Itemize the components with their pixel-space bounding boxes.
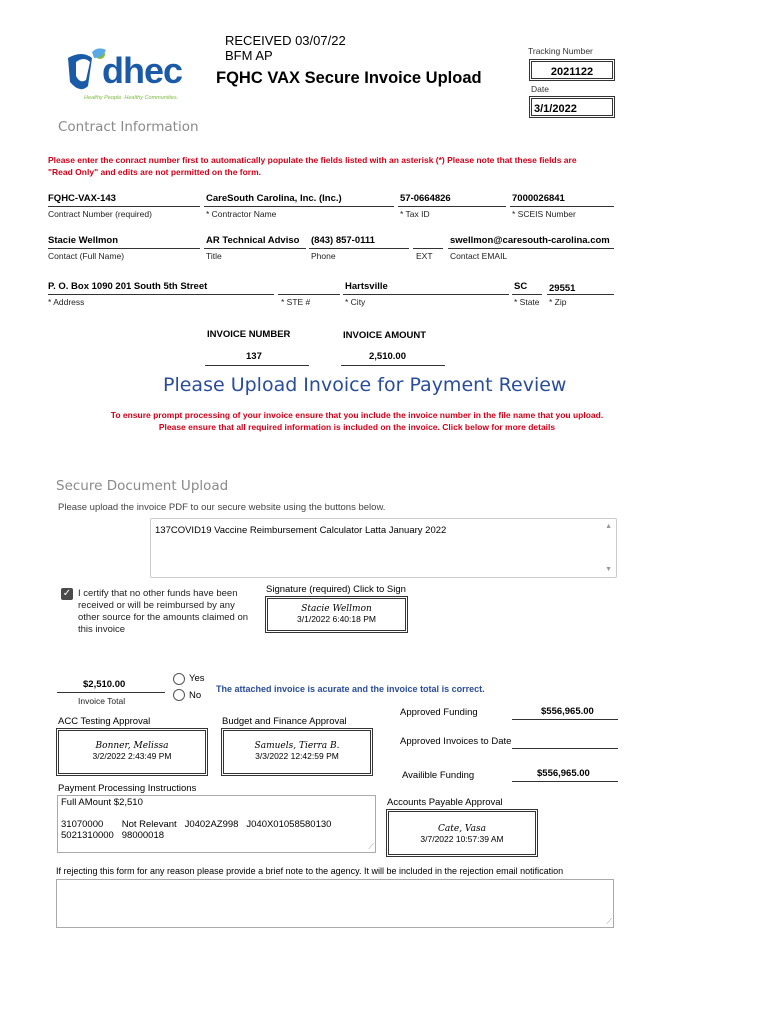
rejection-label: If rejecting this form for any reason please provide a brief note to the agency. It will be included in the rejection email notification (56, 866, 564, 876)
radio-yes-label: Yes (189, 673, 205, 684)
accounts-payable-label: Accounts Payable Approval (387, 797, 503, 808)
contract-number-value: FQHC-VAX-143 (48, 193, 116, 204)
rejection-note-field[interactable] (56, 879, 614, 928)
contact-name-label: Contact (Full Name) (48, 251, 125, 261)
upload-notice-line-1: To ensure prompt processing of your invoice ensure that you include the invoice number in the file name that you upload. (110, 410, 604, 420)
signature-name: Stacie Wellmon (301, 604, 372, 614)
signature-timestamp: 3/1/2022 6:40:18 PM (297, 614, 376, 624)
scroll-up-icon[interactable]: ▲ (605, 523, 612, 530)
budget-approval-time: 3/3/2022 12:42:59 PM (255, 751, 339, 761)
phone-label: Phone (311, 251, 336, 261)
acc-approval-label: ACC Testing Approval (58, 716, 151, 727)
address-label: * Address (48, 297, 85, 307)
radio-yes[interactable] (173, 673, 185, 685)
contractor-name-label: * Contractor Name (206, 209, 277, 219)
file-upload-field[interactable] (150, 518, 617, 578)
received-line-2: BFM AP (225, 48, 273, 63)
acc-approval-signature[interactable] (56, 728, 208, 776)
invoice-amount-value[interactable]: 2,510.00 (369, 351, 406, 362)
certify-text: I certify that no other funds have been received or will be reimbursed by any other source for the amounts claimed on this invoice (78, 588, 249, 635)
certify-checkbox[interactable] (61, 588, 73, 600)
contract-number-label: Contract Number (required) (48, 209, 152, 219)
ste-label: * STE # (281, 297, 311, 307)
payment-instructions-label: Payment Processing Instructions (58, 783, 197, 794)
payment-line-2: 31070000 Not Relevant J0402AZ998 J040X01058580130 (61, 819, 332, 830)
contract-section-title: Contract Information (58, 119, 199, 135)
invoice-number-label: INVOICE NUMBER (207, 329, 291, 340)
acc-approver-name: Bonner, Melissa (95, 741, 169, 751)
radio-no-label: No (189, 690, 202, 701)
address-value: P. O. Box 1090 201 South 5th Street (48, 281, 208, 292)
upload-instruction: Please upload the invoice PDF to our secure website using the buttons below. (58, 502, 386, 513)
tax-id-label: * Tax ID (400, 209, 430, 219)
zip-value: 29551 (549, 283, 576, 294)
state-value: SC (514, 281, 528, 292)
sceis-number-value: 7000026841 (512, 193, 565, 204)
email-value[interactable]: swellmon@caresouth-carolina.com (450, 235, 610, 246)
dhec-logo (62, 46, 202, 108)
upload-notice-line-2: Please ensure that all required information is included on the invoice. Click below for more details (158, 422, 556, 432)
contact-title-label: Title (206, 251, 222, 261)
approved-funding-label: Approved Funding (400, 707, 478, 718)
signature-label: Signature (required) Click to Sign (266, 584, 406, 595)
available-funding-label: Availible Funding (402, 770, 475, 781)
payment-line-1: Full AMount $2,510 (61, 797, 143, 808)
payment-instructions-field[interactable] (57, 795, 376, 853)
sceis-number-label: * SCEIS Number (512, 209, 576, 219)
city-value: Hartsville (345, 281, 388, 292)
contractor-name-value: CareSouth Carolina, Inc. (Inc.) (206, 193, 342, 204)
budget-approval-label: Budget and Finance Approval (222, 716, 347, 727)
approved-invoices-label: Approved Invoices to Date (400, 736, 512, 747)
ext-label: EXT (416, 251, 433, 261)
budget-approval-signature[interactable] (221, 728, 373, 776)
tracking-number-value: 2021122 (550, 66, 594, 78)
accounts-payable-signature[interactable] (386, 809, 538, 857)
invoice-confirm-text: The attached invoice is acurate and the invoice total is correct. (216, 684, 485, 694)
contact-name-value[interactable]: Stacie Wellmon (48, 235, 119, 246)
invoice-total-label: Invoice Total (78, 696, 126, 706)
upload-notice (48, 409, 666, 433)
upload-heading: Please Upload Invoice for Payment Review (163, 374, 567, 396)
ap-approval-time: 3/7/2022 10:57:39 AM (420, 834, 504, 844)
budget-approver-name: Samuels, Tierra B. (254, 741, 340, 751)
ap-approver-name: Cate, Vasa (438, 824, 486, 834)
received-stamp (225, 33, 346, 63)
signature-field[interactable] (265, 596, 408, 633)
upload-section-title: Secure Document Upload (56, 478, 229, 494)
received-line-1: RECEIVED 03/07/22 (225, 33, 346, 48)
zip-label: * Zip (549, 297, 567, 307)
form-title: FQHC VAX Secure Invoice Upload (216, 69, 482, 87)
tracking-number-label: Tracking Number (528, 46, 593, 56)
acc-approval-time: 3/2/2022 2:43:49 PM (92, 751, 172, 761)
date-field[interactable] (529, 96, 615, 118)
approved-funding-value: $556,965.00 (541, 706, 594, 717)
invoice-amount-label: INVOICE AMOUNT (343, 330, 427, 341)
email-label: Contact EMAIL (450, 251, 508, 261)
date-label: Date (531, 84, 549, 94)
contact-title-value[interactable]: AR Technical Adviso (206, 235, 300, 246)
date-value: 3/1/2022 (534, 103, 577, 115)
resize-handle-icon[interactable]: ⟋ (368, 842, 374, 851)
invoice-number-value[interactable]: 137 (246, 351, 262, 362)
phone-value[interactable]: (843) 857-0111 (311, 235, 375, 246)
available-funding-value: $556,965.00 (537, 768, 590, 779)
resize-handle-icon[interactable]: ⟋ (606, 917, 612, 926)
logo-text: dhec (102, 50, 183, 91)
scroll-down-icon[interactable]: ▼ (605, 566, 612, 573)
state-label: * State (514, 297, 540, 307)
payment-line-3: 5021310000 98000018 (61, 830, 165, 841)
contract-instructions: Please enter the conract number first to automatically populate the fields listed with an asterisk (*) Please note that these fields are "Read Only" and edits are not permitted on the form. (48, 155, 577, 177)
uploaded-file-name[interactable]: 137COVID19 Vaccine Reimbursement Calculator Latta January 2022 (155, 525, 447, 536)
checkmark-icon: ✓ (62, 588, 72, 599)
invoice-total-value[interactable]: $2,510.00 (83, 679, 126, 690)
logo-tagline: Healthy People. Healthy Communities. (84, 95, 179, 101)
tracking-number-field[interactable] (529, 59, 615, 81)
city-label: * City (345, 297, 366, 307)
radio-no[interactable] (173, 689, 185, 701)
tax-id-value: 57-0664826 (400, 193, 451, 204)
